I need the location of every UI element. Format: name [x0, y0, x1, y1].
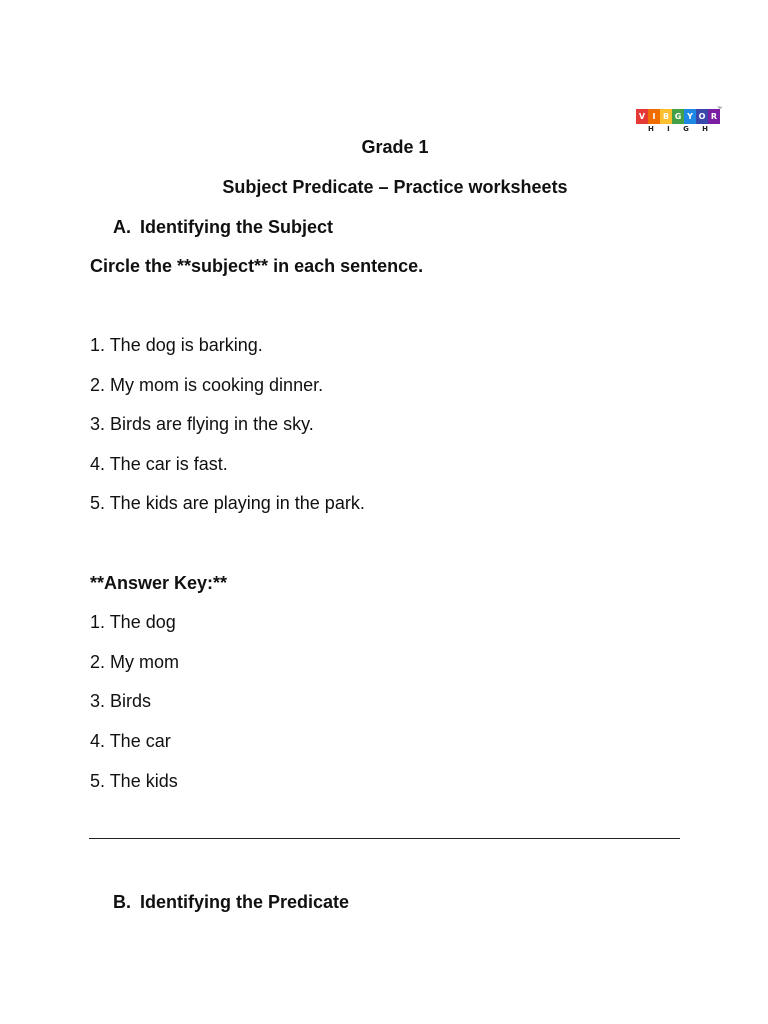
logo-trademark: ™: [717, 106, 722, 112]
section-b-letter: B.: [113, 892, 131, 912]
logo-subtext-letter: G: [683, 125, 689, 133]
sentence-item: 5. The kids are playing in the park.: [90, 493, 365, 513]
sentence-item: 3. Birds are flying in the sky.: [90, 414, 314, 434]
logo-subtext-letter: I: [667, 125, 670, 133]
section-divider: [89, 838, 680, 839]
logo-subtext-letter: H: [648, 125, 654, 133]
answer-item: 4. The car: [90, 731, 171, 751]
logo-tile: B: [660, 109, 672, 124]
section-a-heading: [113, 217, 333, 238]
logo-tile: I: [648, 109, 660, 124]
answer-item: 1. The dog: [90, 612, 176, 632]
sentence-item: 1. The dog is barking.: [90, 335, 263, 355]
section-a-title: Identifying the Subject: [140, 217, 334, 237]
section-b-heading: [113, 892, 349, 913]
logo-tile: R: [708, 109, 720, 124]
answer-item: 5. The kids: [90, 771, 178, 791]
section-a-letter: A.: [113, 217, 131, 237]
instruction-text: Circle the **subject** in each sentence.: [90, 256, 424, 276]
logo-tile: O: [696, 109, 708, 124]
logo-subtext-letter: H: [702, 125, 708, 133]
logo-tile: Y: [684, 109, 696, 124]
answer-key-label: **Answer Key:**: [90, 573, 228, 593]
grade-heading: Grade 1: [361, 137, 429, 157]
worksheet-title: Subject Predicate – Practice worksheets: [222, 177, 568, 197]
sentence-item: 4. The car is fast.: [90, 454, 228, 474]
section-b-title: Identifying the Predicate: [140, 892, 350, 912]
logo-tiles: [636, 109, 722, 124]
logo-tile: V: [636, 109, 648, 124]
vibgyor-high-logo: [636, 106, 722, 137]
logo-subtext: [648, 125, 708, 133]
answer-item: 3. Birds: [90, 691, 152, 711]
sentence-item: 2. My mom is cooking dinner.: [90, 375, 324, 395]
answer-item: 2. My mom: [90, 652, 180, 672]
logo-tile: G: [672, 109, 684, 124]
